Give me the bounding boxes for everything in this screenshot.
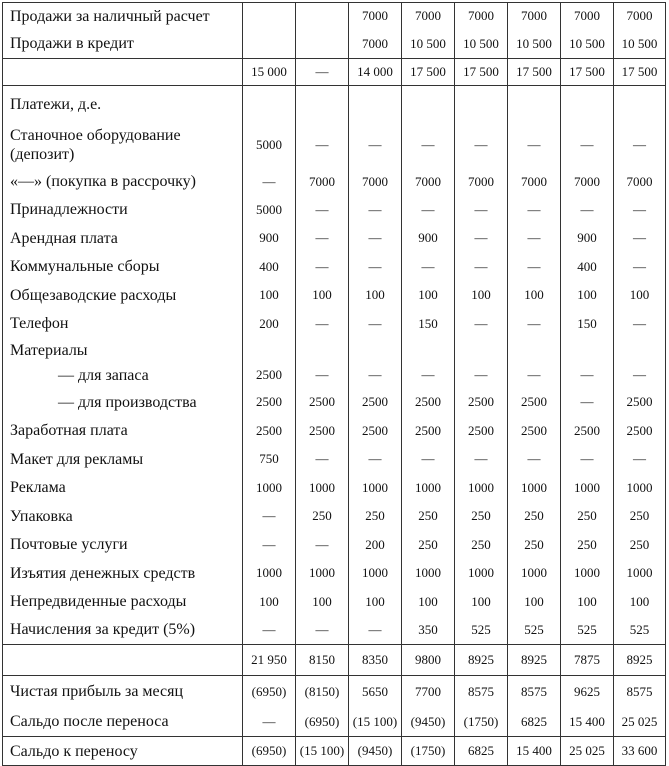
table-cell: 100 <box>349 281 402 310</box>
table-cell: — <box>296 196 349 224</box>
table-cell <box>455 338 508 363</box>
table-row <box>3 588 666 616</box>
table-cell: 100 <box>614 588 666 616</box>
table-cell: 250 <box>455 502 508 531</box>
table-cell: 7000 <box>402 3 455 30</box>
table-cell <box>508 86 561 123</box>
table-cell: 200 <box>243 310 296 338</box>
table-cell: 7000 <box>614 3 666 30</box>
table-row <box>3 445 666 474</box>
table-cell: — <box>296 310 349 338</box>
row-label: Чистая прибыль за месяц <box>3 676 243 708</box>
table-row <box>3 310 666 338</box>
table-cell: — <box>561 196 614 224</box>
table-cell: — <box>349 363 402 388</box>
table-cell: — <box>296 123 349 168</box>
table-cell: 25 025 <box>614 708 666 737</box>
table-row <box>3 559 666 588</box>
table-cell: 100 <box>402 281 455 310</box>
table-cell: — <box>243 168 296 196</box>
row-label: — для запаса <box>3 363 243 388</box>
table-body <box>3 3 666 766</box>
table-row <box>3 338 666 363</box>
table-cell: 1000 <box>243 559 296 588</box>
table-cell: — <box>455 196 508 224</box>
table-cell: 15 000 <box>243 59 296 86</box>
row-label: Сальдо после переноса <box>3 708 243 737</box>
row-label: Непредвиденные расходы <box>3 588 243 616</box>
table-cell: 21 950 <box>243 645 296 676</box>
table-cell: — <box>508 123 561 168</box>
row-label: Продажи в кредит <box>3 30 243 59</box>
table-cell <box>561 338 614 363</box>
table-cell: — <box>455 310 508 338</box>
table-cell: 100 <box>243 281 296 310</box>
table-cell: 2500 <box>508 388 561 417</box>
table-cell <box>243 338 296 363</box>
table-cell: 7700 <box>402 676 455 708</box>
table-row <box>3 502 666 531</box>
table-cell: 2500 <box>614 417 666 445</box>
table-cell: 7000 <box>508 168 561 196</box>
table-cell: 150 <box>561 310 614 338</box>
row-label: Коммунальные сборы <box>3 253 243 281</box>
table-cell: 250 <box>402 531 455 559</box>
table-cell: 100 <box>561 281 614 310</box>
table-cell <box>296 86 349 123</box>
table-cell: 17 500 <box>614 59 666 86</box>
table-cell: 8575 <box>614 676 666 708</box>
table-row <box>3 388 666 417</box>
table-cell: 250 <box>561 502 614 531</box>
table-cell: 8925 <box>508 645 561 676</box>
row-label <box>3 59 243 86</box>
table-cell <box>296 3 349 30</box>
table-cell: — <box>402 253 455 281</box>
table-cell: 900 <box>402 224 455 253</box>
table-cell: 10 500 <box>508 30 561 59</box>
table-cell <box>243 3 296 30</box>
cash-flow-table <box>2 2 666 766</box>
table-cell <box>614 86 666 123</box>
table-cell: 400 <box>243 253 296 281</box>
table-cell: 7000 <box>455 3 508 30</box>
table-cell: 7000 <box>296 168 349 196</box>
table-cell: 7000 <box>349 168 402 196</box>
table-cell: 9625 <box>561 676 614 708</box>
table-cell: 2500 <box>402 388 455 417</box>
row-label: Платежи, д.е. <box>3 86 243 123</box>
table-cell: 2500 <box>243 417 296 445</box>
table-cell: — <box>349 196 402 224</box>
table-cell: 250 <box>508 502 561 531</box>
table-cell: 25 025 <box>561 737 614 766</box>
table-cell: 150 <box>402 310 455 338</box>
row-label: Станочное оборудование (депозит) <box>3 123 243 168</box>
table-cell: — <box>614 310 666 338</box>
table-cell: 1000 <box>296 559 349 588</box>
table-cell: (8150) <box>296 676 349 708</box>
table-cell: — <box>561 388 614 417</box>
table-cell: — <box>614 253 666 281</box>
table-cell: 8925 <box>455 645 508 676</box>
table-cell: 525 <box>455 616 508 645</box>
row-label: Телефон <box>3 310 243 338</box>
table-cell: 1000 <box>508 474 561 502</box>
table-cell: 250 <box>614 531 666 559</box>
table-cell <box>508 338 561 363</box>
table-cell: — <box>349 123 402 168</box>
table-cell: 33 600 <box>614 737 666 766</box>
table-cell: 15 400 <box>561 708 614 737</box>
table-cell: — <box>402 123 455 168</box>
table-cell: 1000 <box>349 474 402 502</box>
table-cell: 100 <box>455 281 508 310</box>
row-label: Продажи за наличный расчет <box>3 3 243 30</box>
table-cell: — <box>402 445 455 474</box>
table-cell: 250 <box>296 502 349 531</box>
table-cell: 8575 <box>508 676 561 708</box>
table-cell: (15 100) <box>349 708 402 737</box>
row-label: — для производства <box>3 388 243 417</box>
table-cell <box>243 86 296 123</box>
row-label <box>3 645 243 676</box>
table-cell: — <box>296 224 349 253</box>
table-cell: 10 500 <box>455 30 508 59</box>
row-label: Реклама <box>3 474 243 502</box>
table-cell: — <box>296 445 349 474</box>
row-label: Заработная плата <box>3 417 243 445</box>
table-cell: 1000 <box>349 559 402 588</box>
row-label: Принадлежности <box>3 196 243 224</box>
table-cell: 2500 <box>402 417 455 445</box>
table-cell: 5000 <box>243 123 296 168</box>
table-cell: (9450) <box>402 708 455 737</box>
table-cell: — <box>614 224 666 253</box>
table-cell: 17 500 <box>455 59 508 86</box>
table-cell: 525 <box>561 616 614 645</box>
table-cell: 100 <box>243 588 296 616</box>
table-cell: (15 100) <box>296 737 349 766</box>
table-row <box>3 645 666 676</box>
table-cell: 250 <box>614 502 666 531</box>
table-cell: 1000 <box>455 559 508 588</box>
table-cell: — <box>561 123 614 168</box>
table-cell: 2500 <box>349 417 402 445</box>
table-cell: 1000 <box>561 559 614 588</box>
table-row <box>3 86 666 123</box>
table-cell: — <box>508 253 561 281</box>
table-cell: — <box>455 123 508 168</box>
table-cell: 7000 <box>402 168 455 196</box>
table-cell <box>296 338 349 363</box>
table-cell: — <box>349 253 402 281</box>
table-cell: 2500 <box>296 417 349 445</box>
table-cell: 7000 <box>455 168 508 196</box>
table-cell: — <box>296 59 349 86</box>
table-cell: — <box>455 224 508 253</box>
table-cell: — <box>508 310 561 338</box>
table-cell: (1750) <box>402 737 455 766</box>
table-cell: — <box>508 445 561 474</box>
table-cell: — <box>614 445 666 474</box>
table-cell: (6950) <box>296 708 349 737</box>
table-cell: — <box>455 253 508 281</box>
table-cell: 2500 <box>243 388 296 417</box>
table-cell: 14 000 <box>349 59 402 86</box>
table-cell: — <box>455 363 508 388</box>
table-cell: 100 <box>296 281 349 310</box>
table-cell: — <box>508 196 561 224</box>
table-cell: 525 <box>508 616 561 645</box>
table-cell: 350 <box>402 616 455 645</box>
table-cell: 2500 <box>243 363 296 388</box>
table-cell: 1000 <box>614 559 666 588</box>
table-cell: — <box>614 123 666 168</box>
table-cell: 250 <box>349 502 402 531</box>
table-cell: 7000 <box>561 168 614 196</box>
table-cell: 17 500 <box>402 59 455 86</box>
table-cell: — <box>455 445 508 474</box>
table-cell: 100 <box>455 588 508 616</box>
table-cell: — <box>296 531 349 559</box>
table-row <box>3 676 666 708</box>
table-cell <box>349 338 402 363</box>
table-row <box>3 253 666 281</box>
table-cell: 8575 <box>455 676 508 708</box>
table-cell: 900 <box>243 224 296 253</box>
table-cell: — <box>614 363 666 388</box>
table-cell: 2500 <box>614 388 666 417</box>
table-cell: (1750) <box>455 708 508 737</box>
table-cell <box>243 30 296 59</box>
table-cell: — <box>296 616 349 645</box>
table-cell: (9450) <box>349 737 402 766</box>
table-cell: 100 <box>349 588 402 616</box>
table-cell: — <box>561 445 614 474</box>
table-row <box>3 363 666 388</box>
table-cell: 1000 <box>561 474 614 502</box>
table-cell: 8150 <box>296 645 349 676</box>
row-label: Начисления за кредит (5%) <box>3 616 243 645</box>
table-cell: 10 500 <box>614 30 666 59</box>
table-cell: 2500 <box>455 417 508 445</box>
table-cell <box>455 86 508 123</box>
table-cell: — <box>349 310 402 338</box>
table-cell: 2500 <box>349 388 402 417</box>
table-row <box>3 737 666 766</box>
table-cell: (6950) <box>243 737 296 766</box>
table-cell: 525 <box>614 616 666 645</box>
row-label: Упаковка <box>3 502 243 531</box>
table-cell: — <box>508 363 561 388</box>
table-cell: 250 <box>455 531 508 559</box>
table-cell: — <box>243 616 296 645</box>
table-cell: 1000 <box>402 474 455 502</box>
table-row <box>3 224 666 253</box>
table-cell: — <box>296 363 349 388</box>
table-cell: — <box>349 224 402 253</box>
table-cell: 200 <box>349 531 402 559</box>
table-cell: 5000 <box>243 196 296 224</box>
table-cell: 750 <box>243 445 296 474</box>
table-cell: 250 <box>561 531 614 559</box>
table-cell: 2500 <box>508 417 561 445</box>
table-cell: — <box>402 363 455 388</box>
table-cell: 2500 <box>561 417 614 445</box>
table-cell: 250 <box>402 502 455 531</box>
row-label: Арендная плата <box>3 224 243 253</box>
table-row <box>3 417 666 445</box>
table-cell: 8925 <box>614 645 666 676</box>
table-cell: 900 <box>561 224 614 253</box>
table-cell: 1000 <box>455 474 508 502</box>
table-cell: — <box>243 708 296 737</box>
table-cell: 100 <box>296 588 349 616</box>
table-cell: 8350 <box>349 645 402 676</box>
table-cell: 2500 <box>296 388 349 417</box>
table-cell: — <box>243 531 296 559</box>
table-row <box>3 59 666 86</box>
table-cell: 10 500 <box>561 30 614 59</box>
row-label: Материалы <box>3 338 243 363</box>
table-cell <box>614 338 666 363</box>
table-row <box>3 616 666 645</box>
table-cell: — <box>508 224 561 253</box>
table-cell: 1000 <box>243 474 296 502</box>
table-cell: 2500 <box>455 388 508 417</box>
table-cell: 10 500 <box>402 30 455 59</box>
row-label: Общезаводские расходы <box>3 281 243 310</box>
table-row <box>3 196 666 224</box>
table-cell: 7000 <box>349 30 402 59</box>
table-row <box>3 168 666 196</box>
table-cell: — <box>349 616 402 645</box>
table-cell: 7000 <box>561 3 614 30</box>
row-label: Изъятия денежных средств <box>3 559 243 588</box>
table-cell <box>561 86 614 123</box>
row-label: Сальдо к переносу <box>3 737 243 766</box>
table-cell: 100 <box>561 588 614 616</box>
table-cell: (6950) <box>243 676 296 708</box>
table-cell <box>296 30 349 59</box>
table-cell: — <box>243 502 296 531</box>
table-cell: — <box>349 445 402 474</box>
table-cell: 100 <box>508 281 561 310</box>
row-label: Макет для рекламы <box>3 445 243 474</box>
table-cell: 100 <box>508 588 561 616</box>
table-cell: 5650 <box>349 676 402 708</box>
table-cell: 17 500 <box>561 59 614 86</box>
table-cell: 1000 <box>508 559 561 588</box>
table-cell: 15 400 <box>508 737 561 766</box>
table-row <box>3 123 666 168</box>
row-label: «—» (покупка в рассрочку) <box>3 168 243 196</box>
table-cell: 7875 <box>561 645 614 676</box>
table-cell: — <box>614 196 666 224</box>
table-cell: 1000 <box>296 474 349 502</box>
table-row <box>3 281 666 310</box>
table-cell: 6825 <box>455 737 508 766</box>
table-row <box>3 3 666 30</box>
table-cell: 100 <box>402 588 455 616</box>
table-cell: 17 500 <box>508 59 561 86</box>
table-cell: — <box>402 196 455 224</box>
table-cell: — <box>561 363 614 388</box>
table-row <box>3 474 666 502</box>
table-row <box>3 708 666 737</box>
table-cell <box>349 86 402 123</box>
table-cell: 100 <box>614 281 666 310</box>
table-cell: 9800 <box>402 645 455 676</box>
table-cell: 250 <box>508 531 561 559</box>
table-cell: 7000 <box>349 3 402 30</box>
table-cell <box>402 338 455 363</box>
table-cell: — <box>296 253 349 281</box>
table-cell <box>402 86 455 123</box>
table-cell: 400 <box>561 253 614 281</box>
table-cell: 7000 <box>614 168 666 196</box>
table-row <box>3 30 666 59</box>
table-cell: 1000 <box>614 474 666 502</box>
table-cell: 6825 <box>508 708 561 737</box>
table-cell: 1000 <box>402 559 455 588</box>
row-label: Почтовые услуги <box>3 531 243 559</box>
table-row <box>3 531 666 559</box>
table-cell: 7000 <box>508 3 561 30</box>
